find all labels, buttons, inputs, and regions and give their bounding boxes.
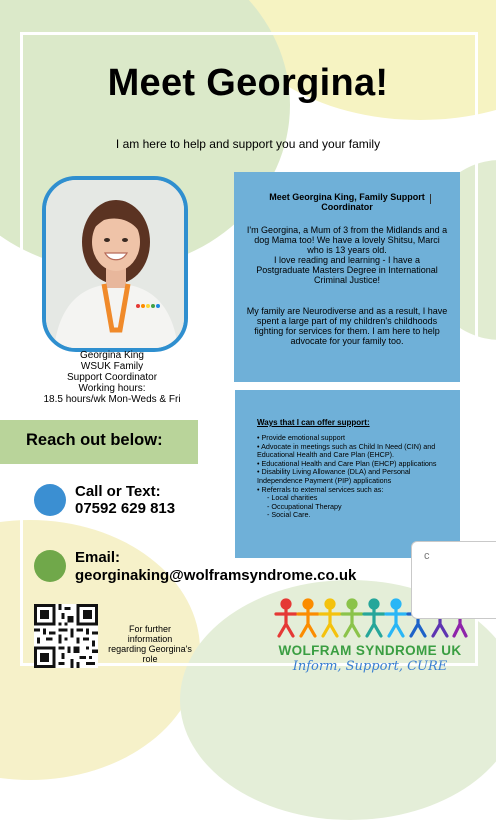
profile-hours: 18.5 hours/wk Mon-Weds & Fri [43, 394, 181, 405]
qr-caption: For further information regarding Georgina's role [108, 624, 192, 664]
popup-glyph: c [424, 550, 430, 562]
list-sub-item: - Occupational Therapy [267, 501, 342, 511]
support-list [257, 434, 453, 520]
intro-heading: Meet Georgina King, Family Support Coordinator [269, 192, 425, 212]
email-label: Email: [75, 549, 121, 566]
email-address[interactable]: georginaking@wolframsyndrome.co.uk [75, 567, 357, 584]
intro-paragraph-1 [246, 225, 448, 285]
profile-name: Georgina King [80, 350, 144, 361]
page-subtitle: I am here to help and support you and your family [115, 137, 381, 151]
overlay-popup[interactable] [411, 541, 496, 619]
phone-number[interactable]: 07592 629 813 [75, 500, 176, 517]
list-item: • Advocate in meetings such as Child In Need (CIN) and Educational Health and Care Plan (EHCP). [257, 441, 436, 460]
intro-paragraph-1b: I love reading and learning - I have a Postgraduate Masters Degree in International Criminal Justice! [256, 255, 438, 285]
logo-brand-text: WOLFRAM SYNDROME UK [278, 643, 462, 658]
email-dot-icon [34, 550, 66, 582]
call-label: Call or Text: [75, 483, 161, 500]
profile-role: Support Coordinator [66, 372, 158, 383]
support-heading: Ways that I can offer support: [257, 418, 370, 427]
intro-paragraph-2: My family are Neurodiverse and as a result, I have spent a large part of my children's childhoods fighting for services for them. I am here to help advocate for your family too. [246, 306, 448, 346]
page-title: Meet Georgina! [107, 62, 389, 104]
profile-photo [42, 176, 188, 352]
phone-dot-icon [34, 484, 66, 516]
support-box [235, 390, 460, 558]
reach-out-banner [0, 420, 198, 464]
intro-paragraph-1a: I'm Georgina, a Mum of 3 from the Midlands and a dog Mama too! We have a lovely Shitsu, Marci who is 13 years old. [246, 225, 448, 255]
list-sub-item: - Local charities [267, 493, 318, 503]
logo-tagline: Inform, Support, CURE [292, 659, 448, 674]
profile-hours-label: Working hours: [78, 383, 146, 394]
profile-org: WSUK Family [80, 361, 144, 372]
profile-caption [28, 350, 196, 405]
list-item: • Disability Living Allowance (DLA) and Personal Independence Payment (PIP) applications [257, 467, 411, 485]
qr-code-icon[interactable] [34, 604, 98, 668]
list-item: • Educational Health and Care Plan (EHCP) applications [257, 458, 437, 468]
intro-box [234, 172, 460, 382]
text-cursor [430, 194, 431, 204]
reach-out-label: Reach out below: [26, 431, 163, 449]
list-sub-item: - Social Care. [267, 510, 311, 520]
list-item: • Referrals to external services such as: [257, 484, 384, 494]
list-item: • Provide emotional support [257, 433, 346, 442]
